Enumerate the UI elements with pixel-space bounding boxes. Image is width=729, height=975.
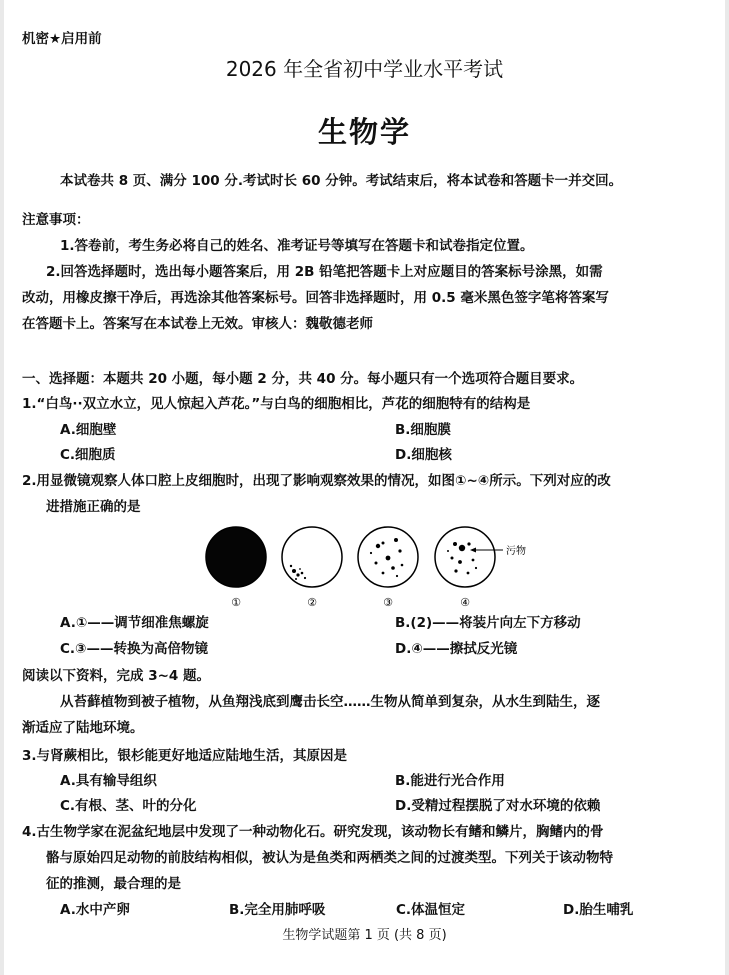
q2-option-d: D.④——擦拭反光镜 xyxy=(395,641,518,657)
q4-option-d: D.胎生哺乳 xyxy=(563,902,634,918)
q3-option-c: C.有根、茎、叶的分化 xyxy=(60,798,197,814)
debris-annotation: 污物 xyxy=(506,546,526,557)
q1-option-c: C.细胞质 xyxy=(60,447,116,463)
q1-option-d: D.细胞核 xyxy=(395,447,452,463)
view-3-label: ③ xyxy=(383,596,393,609)
page-footer: 生物学试题第 1 页 (共 8 页) xyxy=(282,928,447,943)
subject-title: 生物学 xyxy=(317,115,411,149)
notice-item-2-line-1: 2.回答选择题时，选出每小题答案后，用 2B 铅笔把答题卡上对应题目的答案标号涂黑，如需 xyxy=(46,264,603,280)
q2-option-a: A.①——调节细准焦螺旋 xyxy=(60,615,209,631)
notice-title: 注意事项： xyxy=(22,212,90,228)
notice-item-2-line-2: 改动，用橡皮擦干净后，再选涂其他答案标号。回答非选择题时，用 0.5 毫米黑色签字笔将答案写 xyxy=(22,290,609,306)
q4-option-a: A.水中产卵 xyxy=(60,902,130,918)
q4-option-c: C.体温恒定 xyxy=(396,902,466,918)
reading-material-line-1: 从苔藓植物到被子植物，从鱼翔浅底到鹰击长空……生物从简单到复杂，从水生到陆生，逐 xyxy=(60,694,600,710)
q2-stem-line-2: 进措施正确的是 xyxy=(46,499,141,515)
q3-option-a: A.具有输导组织 xyxy=(60,773,157,789)
view-1-label: ① xyxy=(231,596,241,609)
q2-stem-line-1: 2.用显微镜观察人体口腔上皮细胞时，出现了影响观察效果的情况，如图①~④所示。下列对应的改 xyxy=(22,473,611,489)
view-2-circle xyxy=(282,527,342,587)
q1-stem: 1.“白鸟··双立水立，见人惊起入芦花。”与白鸟的细胞相比，芦花的细胞特有的结构是 xyxy=(22,396,531,412)
q4-stem-line-2: 骼与原始四足动物的前肢结构相似，被认为是鱼类和两栖类之间的过渡类型。下列关于该动物特 xyxy=(46,850,613,866)
view-4-label: ④ xyxy=(460,596,470,609)
q2-option-b: B.(2)——将装片向左下方移动 xyxy=(395,615,581,631)
view-2-label: ② xyxy=(307,596,317,609)
q2-option-c: C.③——转换为高倍物镜 xyxy=(60,641,208,657)
microscope-views-figure xyxy=(190,518,550,610)
q3-stem: 3.与肾蕨相比，银杉能更好地适应陆地生活，其原因是 xyxy=(22,748,348,764)
notice-item-2-line-3: 在答题卡上。答案写在本试卷上无效。审核人：魏敬德老师 xyxy=(22,316,373,332)
q3-option-d: D.受精过程摆脱了对水环境的依赖 xyxy=(395,798,601,814)
exam-title: 2026 年全省初中学业水平考试 xyxy=(225,57,504,81)
exam-intro: 本试卷共 8 页、满分 100 分.考试时长 60 分钟。考试结束后，将本试卷和答题卡一并交回。 xyxy=(60,173,623,189)
q4-stem-line-1: 4.古生物学家在泥盆纪地层中发现了一种动物化石。研究发现，该动物长有鳍和鳞片，胸鳍内的骨 xyxy=(22,824,604,840)
q1-option-b: B.细胞膜 xyxy=(395,422,451,438)
view-4-circle xyxy=(435,527,495,587)
view-1-dark-circle xyxy=(206,527,266,587)
q4-option-b: B.完全用肺呼吸 xyxy=(229,902,326,918)
reading-instruction: 阅读以下资料，完成 3~4 题。 xyxy=(22,668,210,684)
q3-option-b: B.能进行光合作用 xyxy=(395,773,505,789)
section-1-heading: 一、选择题：本题共 20 小题，每小题 2 分，共 40 分。每小题只有一个选项符合题目要求。 xyxy=(22,371,584,387)
confidential-mark: 机密★启用前 xyxy=(22,31,102,47)
q4-stem-line-3: 征的推测，最合理的是 xyxy=(46,876,181,892)
notice-item-1: 1.答卷前，考生务必将自己的姓名、准考证号等填写在答题卡和试卷指定位置。 xyxy=(60,238,534,254)
reading-material-line-2: 渐适应了陆地环境。 xyxy=(22,720,144,736)
q1-option-a: A.细胞壁 xyxy=(60,422,117,438)
